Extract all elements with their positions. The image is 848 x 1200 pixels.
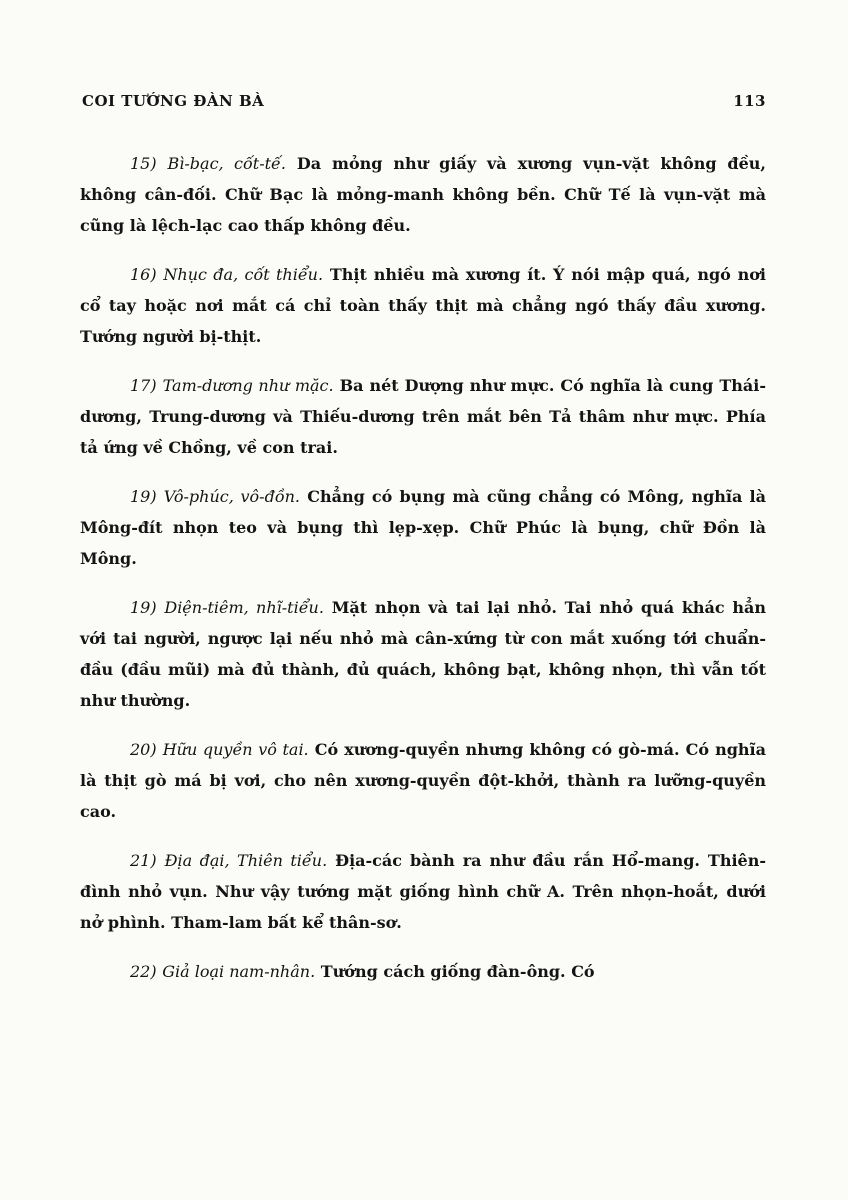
item-term: Nhục đa, cốt thiểu. <box>163 265 324 284</box>
paragraph-20 <box>80 734 766 827</box>
item-text: Mặt nhọn và tai lại nhỏ. Tai nhỏ quá khác hẳn với tai người, ngược lại nếu nhỏ mà cân-xứng từ con mắt xuống tới chuẩn-đầu (đầu mũi) mà đủ thành, đủ quách, không bạt, không nhọn, thì vẫn tốt như thường. <box>80 598 767 710</box>
item-number: 15) <box>130 154 157 173</box>
item-text: Ba nét Dượng như mực. Có nghĩa là cung Thái-dương, Trung-dương và Thiếu-dương trên mắt bên Tả thâm như mực. Phía tả ứng về Chồng, về con trai. <box>80 376 766 457</box>
item-term: Bì-bạc, cốt-tế. <box>167 154 286 173</box>
item-number: 20) <box>130 740 157 759</box>
paragraph-19b <box>80 592 766 716</box>
item-term: Hữu quyền vô tai. <box>162 740 309 759</box>
item-term: Địa đại, Thiên tiểu. <box>164 851 328 870</box>
page-body <box>80 148 766 1005</box>
paragraph-21 <box>80 845 766 938</box>
item-number: 19) <box>130 598 157 617</box>
running-title: COI TƯỚNG ĐÀN BÀ <box>82 92 265 110</box>
paragraph-22 <box>80 956 766 987</box>
item-text: Địa-các bành ra như đầu rắn Hổ-mang. Thiên-đình nhỏ vụn. Như vậy tướng mặt giống hình chữ A. Trên nhọn-hoắt, dưới nở phình. Tham-lam bất kể thân-sơ. <box>80 851 766 932</box>
item-term: Vô-phúc, vô-đồn. <box>163 487 301 506</box>
item-term: Giả loại nam-nhân. <box>162 962 316 981</box>
page-number: 113 <box>733 92 766 110</box>
paragraph-19a <box>80 481 766 574</box>
paragraph-15 <box>80 148 766 241</box>
page-header <box>82 92 766 110</box>
paragraph-17 <box>80 370 766 463</box>
item-term: Tam-dương như mặc. <box>162 376 334 395</box>
item-text: Thịt nhiều mà xương ít. Ý nói mập quá, ngó nơi cổ tay hoặc nơi mắt cá chỉ toàn thấy thịt mà chẳng ngó thấy đầu xương. Tướng người bị-thịt. <box>80 265 766 346</box>
item-number: 19) <box>130 487 157 506</box>
item-text: Có xương-quyền nhưng không có gò-má. Có nghĩa là thịt gò má bị vơi, cho nên xương-quyền đột-khởi, thành ra lưỡng-quyền cao. <box>80 740 766 821</box>
paragraph-16 <box>80 259 766 352</box>
item-text: Da mỏng như giấy và xương vụn-vặt không đều, không cân-đối. Chữ Bạc là mỏng-manh không bền. Chữ Tế là vụn-vặt mà cũng là lệch-lạc cao thấp không đều. <box>80 154 766 235</box>
item-text: Tướng cách giống đàn-ông. Có <box>320 962 595 981</box>
item-number: 16) <box>130 265 157 284</box>
item-text: Chẳng có bụng mà cũng chẳng có Mông, nghĩa là Mông-đít nhọn teo và bụng thì lẹp-xẹp. Chữ Phúc là bụng, chữ Đồn là Mông. <box>80 487 767 568</box>
item-term: Diện-tiêm, nhĩ-tiểu. <box>164 598 324 617</box>
item-number: 17) <box>130 376 157 395</box>
item-number: 21) <box>130 851 157 870</box>
item-number: 22) <box>130 962 157 981</box>
